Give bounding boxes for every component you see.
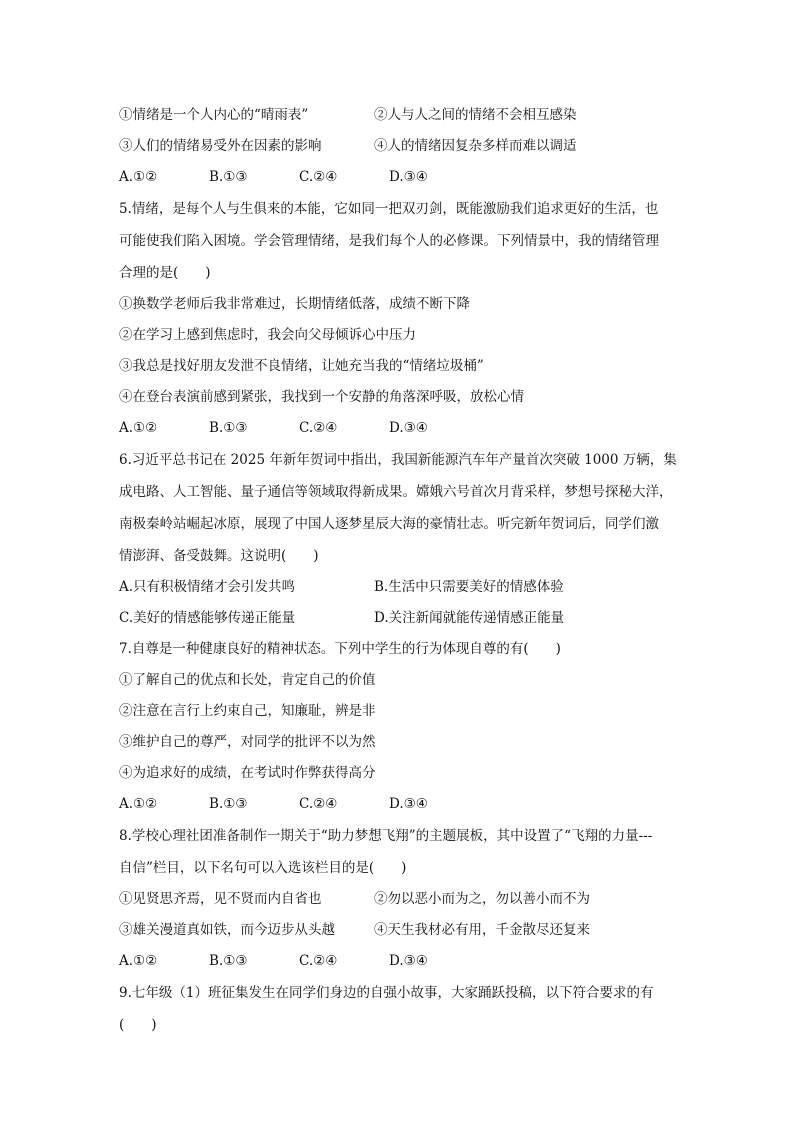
q9-stem-line-1: 9.七年级（1）班征集发生在同学们身边的自强小故事，大家踊跃投稿，以下符合要求的有: [119, 985, 654, 1001]
q5-stem-line-3: 合理的是( ): [119, 265, 211, 281]
q7-stem-line-1: 7.自尊是一种健康良好的精神状态。下列中学生的行为体现自尊的有( ): [119, 641, 561, 657]
q4-items-row-1: [119, 100, 679, 131]
q7-item-4: ④为追求好的成绩，在考试时作弊获得高分: [119, 765, 376, 781]
page-content: [119, 100, 679, 1041]
q5-stem-line-2: 可能使我们陷入困境。学会管理情绪，是我们每个人的必修课。下列情景中，我的情绪管理: [119, 233, 659, 249]
q7-item-2: ②注意在言行上约束自己，知廉耻，辨是非: [119, 703, 376, 719]
q6-option-a: A.只有积极情绪才会引发共鸣: [119, 579, 296, 595]
q8-item-3: ③雄关漫道真如铁，而今迈步从头越: [119, 922, 335, 938]
q7-option-b: B.①③: [209, 796, 248, 812]
q5-option-b: B.①③: [209, 420, 248, 436]
q5-stem-line-1: 5.情绪，是每个人与生俱来的本能，它如同一把双刃剑，既能激励我们追求更好的生活，也: [119, 201, 659, 217]
q5-item-3: ③我总是找好朋友发泄不良情绪，让她充当我的“情绪垃圾桶”: [119, 358, 484, 374]
q6-stem-line-3: 南极秦岭站崛起冰原，展现了中国人逐梦星辰大海的豪情壮志。听完新年贺词后，同学们激: [119, 516, 659, 532]
q4-item-2: ②人与人之间的情绪不会相互感染: [374, 107, 577, 123]
q6-options-row-2: [119, 603, 679, 634]
q7-option-c: C.②④: [299, 796, 338, 812]
q4-item-3: ③人们的情绪易受外在因素的影响: [119, 138, 322, 154]
q6-option-c: C.美好的情感能够传递正能量: [119, 610, 296, 626]
q5-item-4: ④在登台表演前感到紧张，我找到一个安静的角落深呼吸，放松心情: [119, 389, 524, 405]
q6-stem-line-1: 6.习近平总书记在 2025 年新年贺词中指出，我国新能源汽车年产量首次突破 1000 万辆，集: [119, 452, 677, 468]
q8-items-row-2: [119, 915, 679, 946]
q4-option-a: A.①②: [119, 169, 158, 185]
q4-option-c: C.②④: [299, 169, 338, 185]
q7-option-a: A.①②: [119, 796, 158, 812]
q4-item-1: ①情绪是一个人内心的“晴雨表”: [119, 107, 309, 123]
q4-item-4: ④人的情绪因复杂多样而难以调适: [374, 138, 577, 154]
q5-options: [119, 413, 679, 444]
q6-option-d: D.关注新闻就能传递情感正能量: [374, 610, 565, 626]
q8-item-1: ①见贤思齐焉，见不贤而内自省也: [119, 891, 322, 907]
q7-item-3: ③维护自己的尊严，对同学的批评不以为然: [119, 734, 376, 750]
q4-option-d: D.③④: [389, 169, 428, 185]
q7-option-d: D.③④: [389, 796, 428, 812]
q8-stem-line-2: 自信”栏目，以下名句可以入选该栏目的是( ): [119, 860, 407, 876]
q9-stem-line-2: ( ): [119, 1017, 157, 1033]
q8-option-a: A.①②: [119, 953, 158, 969]
q8-items-row-1: [119, 884, 679, 915]
q8-option-c: C.②④: [299, 953, 338, 969]
q6-options-row-1: [119, 572, 679, 603]
q7-options: [119, 789, 679, 820]
q8-item-4: ④天生我材必有用，千金散尽还复来: [374, 922, 590, 938]
q5-option-c: C.②④: [299, 420, 338, 436]
q8-item-2: ②勿以恶小而为之，勿以善小而不为: [374, 891, 590, 907]
q5-option-d: D.③④: [389, 420, 428, 436]
q4-options: [119, 162, 679, 193]
q5-item-2: ②在学习上感到焦虑时，我会向父母倾诉心中压力: [119, 327, 416, 343]
q7-item-1: ①了解自己的优点和长处，肯定自己的价值: [119, 672, 376, 688]
q6-stem-line-4: 情澎湃、备受鼓舞。这说明( ): [119, 548, 319, 564]
q5-item-1: ①换数学老师后我非常难过，长期情绪低落，成绩不断下降: [119, 296, 470, 312]
q8-options: [119, 946, 679, 977]
q8-stem-line-1: 8.学校心理社团准备制作一期关于“助力梦想飞翔”的主题展板，其中设置了“飞翔的力量---: [119, 828, 653, 844]
q4-items-row-2: [119, 131, 679, 162]
q6-stem-line-2: 成电路、人工智能、量子通信等领域取得新成果。嫦娥六号首次月背采样，梦想号探秘大洋，: [119, 484, 673, 500]
q4-option-b: B.①③: [209, 169, 248, 185]
q8-option-b: B.①③: [209, 953, 248, 969]
q8-option-d: D.③④: [389, 953, 428, 969]
q5-option-a: A.①②: [119, 420, 158, 436]
q6-option-b: B.生活中只需要美好的情感体验: [374, 579, 564, 595]
